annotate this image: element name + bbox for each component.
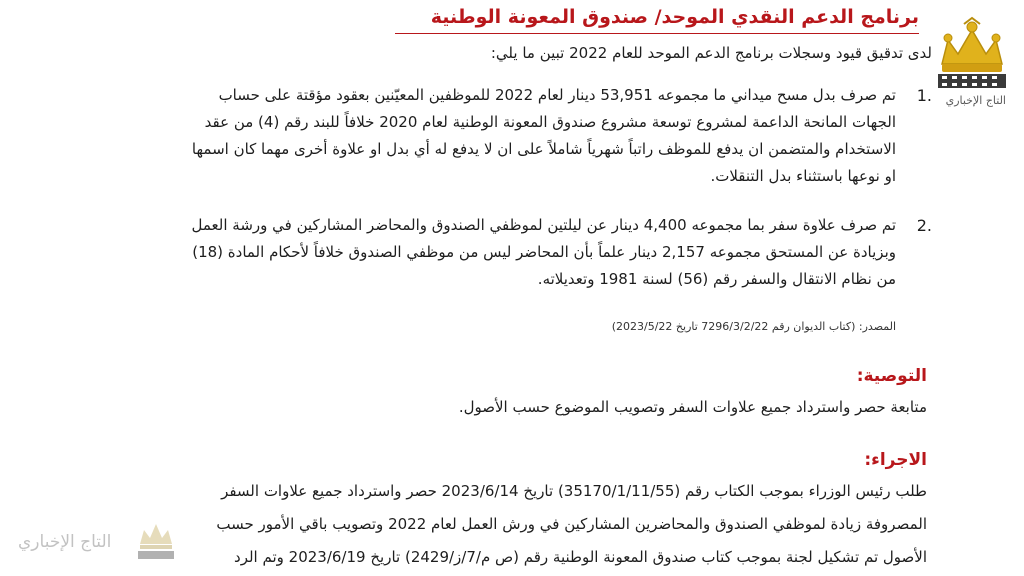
item-number: 2.	[916, 216, 932, 235]
procedure-line: الأصول تم تشكيل لجنة بموجب كتاب صندوق المعونة الوطنية رقم (ص م/7/ز/2429) تاريخ 2023/6/19 وتم الرد	[234, 548, 927, 566]
source-citation: المصدر: (كتاب الديوان رقم 7296/3/2/22 تاريخ 2023/5/22)	[611, 320, 896, 333]
logo-caption: التاج الإخباري	[945, 94, 1006, 107]
watermark-crown-icon	[136, 518, 176, 564]
item-line: الاستخدام والمتضمن ان يدفع للموظف راتباً شهرياً شاملاً على ان لا يدفع له أي بدل او علاوة أخرى مهما كان اسمها	[191, 140, 896, 158]
item-number: 1.	[916, 86, 932, 105]
recommendation-text: متابعة حصر واسترداد جميع علاوات السفر وتصويب الموضوع حسب الأصول.	[458, 398, 927, 416]
crown-logo	[934, 16, 1010, 108]
title-underline	[395, 33, 919, 34]
finding-item-2	[117, 216, 932, 306]
item-line: تم صرف بدل مسح ميداني ما مجموعه 53,951 دينار لعام 2022 للموظفين المعيّنين بعقود مؤقتة على حساب	[218, 86, 896, 104]
recommendation-heading: التوصية:	[856, 366, 927, 386]
item-line: تم صرف علاوة سفر بما مجموعه 4,400 دينار عن ليلتين لموظفي الصندوق والمحاضر المشاركين في ورشة العمل	[191, 216, 896, 234]
procedure-heading: الاجراء:	[864, 450, 927, 470]
intro-text: لدى تدقيق قيود وسجلات برنامج الدعم الموحد للعام 2022 تبين ما يلي:	[490, 44, 932, 62]
item-line: من نظام الانتقال والسفر رقم (56) لسنة 1981 وتعديلاته.	[537, 270, 896, 288]
watermark-caption: التاج الإخباري	[18, 532, 112, 552]
procedure-line: المصروفة زيادة لموظفي الصندوق والمحاضرين المشاركين في ورش العمل لعام 2022 وتصويب باقي الأمور حسب	[216, 515, 927, 533]
procedure-line: طلب رئيس الوزراء بموجب الكتاب رقم (35170/1/11/55) تاريخ 2023/6/14 حصر واسترداد جميع علاوات السفر	[221, 482, 927, 500]
item-line: وبزيادة عن المستحق مجموعه 2,157 دينار علماً بأن المحاضر ليس من موظفي الصندوق خلافاً لأحكام المادة (18)	[192, 243, 896, 261]
item-line: او نوعها باستثناء بدل التنقلات.	[710, 167, 896, 185]
item-line: الجهات المانحة الداعمة لمشروع توسعة مشروع صندوق المعونة الوطنية لعام 2020 خلافاً للبند رقم (4) من عقد	[204, 113, 896, 131]
document-title: برنامج الدعم النقدي الموحد/ صندوق المعونة الوطنية	[430, 6, 919, 28]
finding-item-1	[117, 86, 932, 198]
watermark-logo	[18, 518, 178, 568]
